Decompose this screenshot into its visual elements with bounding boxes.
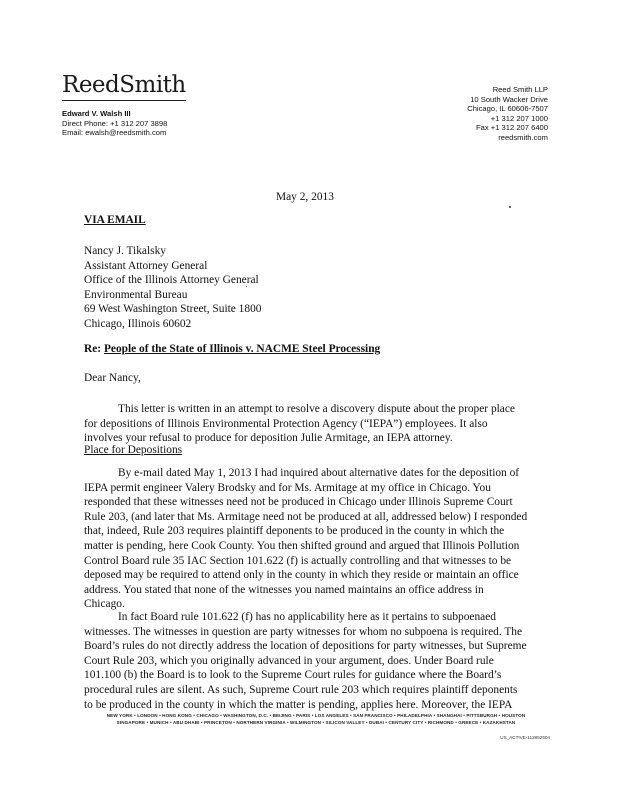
- paragraph-line: to be produced in the county in which the matter is pending, applies here. Moreover, the IEPA: [84, 698, 513, 711]
- firm-street: 10 South Wacker Drive: [470, 94, 548, 104]
- paragraph-line: matter is pending, here Cook County. You then shifted ground and argued that Illinois Pollution: [84, 539, 520, 552]
- paragraph-line: that, indeed, Rule 203 requires plaintiff deponents to be produced in the county in which the: [84, 525, 505, 538]
- recipient-line: Environmental Bureau: [84, 288, 188, 301]
- paragraph-line: Rule 203, (and later that Ms. Armitage need not be produced at all, addressed below) I responded: [84, 510, 528, 523]
- letter-date: May 2, 2013: [276, 191, 334, 203]
- recipient-line: Office of the Illinois Attorney General: [84, 274, 259, 287]
- sender-block: [62, 109, 167, 138]
- firm-phone: +1 312 207 1000: [490, 113, 548, 123]
- paragraph-line: Control Board rule 35 IAC Section 101.622 (f) is actually controlling and that witnesses to be: [84, 554, 512, 567]
- recipient-address: [84, 244, 261, 332]
- office-locations-footer: [66, 712, 566, 726]
- office-locations-line: NEW YORK • LONDON • HONG KONG • CHICAGO • WASHINGTON, D.C. • BEIJING • PARIS • LOS ANGELES • SAN FRANCISCO • PHILADELPHIA • SHANGHAI • PITTSBURGH • HOUSTON: [106, 713, 526, 718]
- section-heading: Place for Depositions: [84, 444, 183, 456]
- recipient-line: Assistant Attorney General: [84, 259, 208, 272]
- paragraph-line: Chicago.: [84, 598, 125, 611]
- sender-name: Edward V. Walsh III: [62, 109, 131, 118]
- subject-line: [84, 342, 380, 357]
- paragraph-line: IEPA permit engineer Valery Brodsky and for Ms. Armitage at my office in Chicago. You: [84, 481, 491, 494]
- paragraph-board-rule: [84, 610, 542, 712]
- paragraph-line: In fact Board rule 101.622 (f) has no applicability here as it pertains to subpoenaed: [118, 611, 496, 623]
- recipient-line: Chicago, Illinois 60602: [84, 317, 192, 330]
- paragraph-line: This letter is written in an attempt to resolve a discovery dispute about the proper place: [118, 403, 515, 415]
- office-locations-line: SINGAPORE • MUNICH • ABU DHABI • PRINCETON • NORTHERN VIRGINIA • WILMINGTON • SILICON VALLEY • DUBAI • CENTURY CITY • RICHMOND • GREECE • KAZAKHSTAN: [116, 720, 516, 725]
- paragraph-line: for depositions of Illinois Environmental Protection Agency (“IEPA”) employees. It also: [84, 417, 488, 430]
- scan-speck: [246, 286, 247, 287]
- paragraph-line: 101.100 (b) the Board is to look to the Supreme Court rules for guidance where the Board’s: [84, 669, 502, 682]
- recipient-line: Nancy J. Tikalsky: [84, 245, 166, 257]
- paragraph-line: procedural rules are silent. As such, Supreme Court rule 203 which requires plaintiff deponents: [84, 683, 518, 696]
- recipient-line: 69 West Washington Street, Suite 1800: [84, 303, 262, 316]
- salutation: Dear Nancy,: [84, 372, 141, 384]
- paragraph-line: involves your refusal to produce for deposition Julie Armitage, an IEPA attorney.: [84, 432, 453, 445]
- subject-label: Re:: [84, 343, 102, 355]
- sender-email: Email: ewalsh@reedsmith.com: [62, 128, 167, 137]
- scan-speck: [509, 206, 511, 208]
- firm-address-block: [467, 85, 548, 143]
- firm-web: reedsmith.com: [498, 132, 548, 142]
- firm-fax: Fax +1 312 207 6400: [476, 123, 548, 133]
- paragraph-line: address. You stated that none of the witnesses you named maintains an office address in: [84, 583, 484, 596]
- paragraph-line: witnesses. The witnesses in question are party witnesses for whom no subpoena is required. The: [84, 625, 523, 638]
- paragraph-line: Court Rule 203, which you originally advanced in your argument, does. Under Board rule: [84, 654, 494, 667]
- paragraph-line: Board’s rules do not directly address the location of depositions for party witnesses, but Supreme: [84, 640, 527, 653]
- firm-name: Reed Smith LLP: [492, 85, 548, 94]
- logo-divider: [62, 100, 186, 101]
- subject-title: People of the State of Illinois v. NACME Steel Processing: [103, 343, 381, 355]
- firm-logo: ReedSmith: [62, 72, 186, 98]
- paragraph-line: deposed may be required to attend only in the county in which they reside or maintain an office: [84, 569, 519, 582]
- paragraph-line: responded that these witnesses need not be produced in Chicago under Illinois Supreme Court: [84, 496, 513, 509]
- paragraph-email-exchange: [84, 466, 542, 612]
- sender-phone: Direct Phone: +1 312 207 3898: [62, 118, 168, 128]
- delivery-method: VIA EMAIL: [84, 214, 146, 226]
- paragraph-intro: [84, 402, 542, 446]
- firm-city: Chicago, IL 60606-7507: [467, 104, 548, 114]
- document-id: US_ACTIVE-112852504: [500, 735, 550, 740]
- paragraph-line: By e-mail dated May 1, 2013 I had inquired about alternative dates for the deposition of: [118, 467, 520, 479]
